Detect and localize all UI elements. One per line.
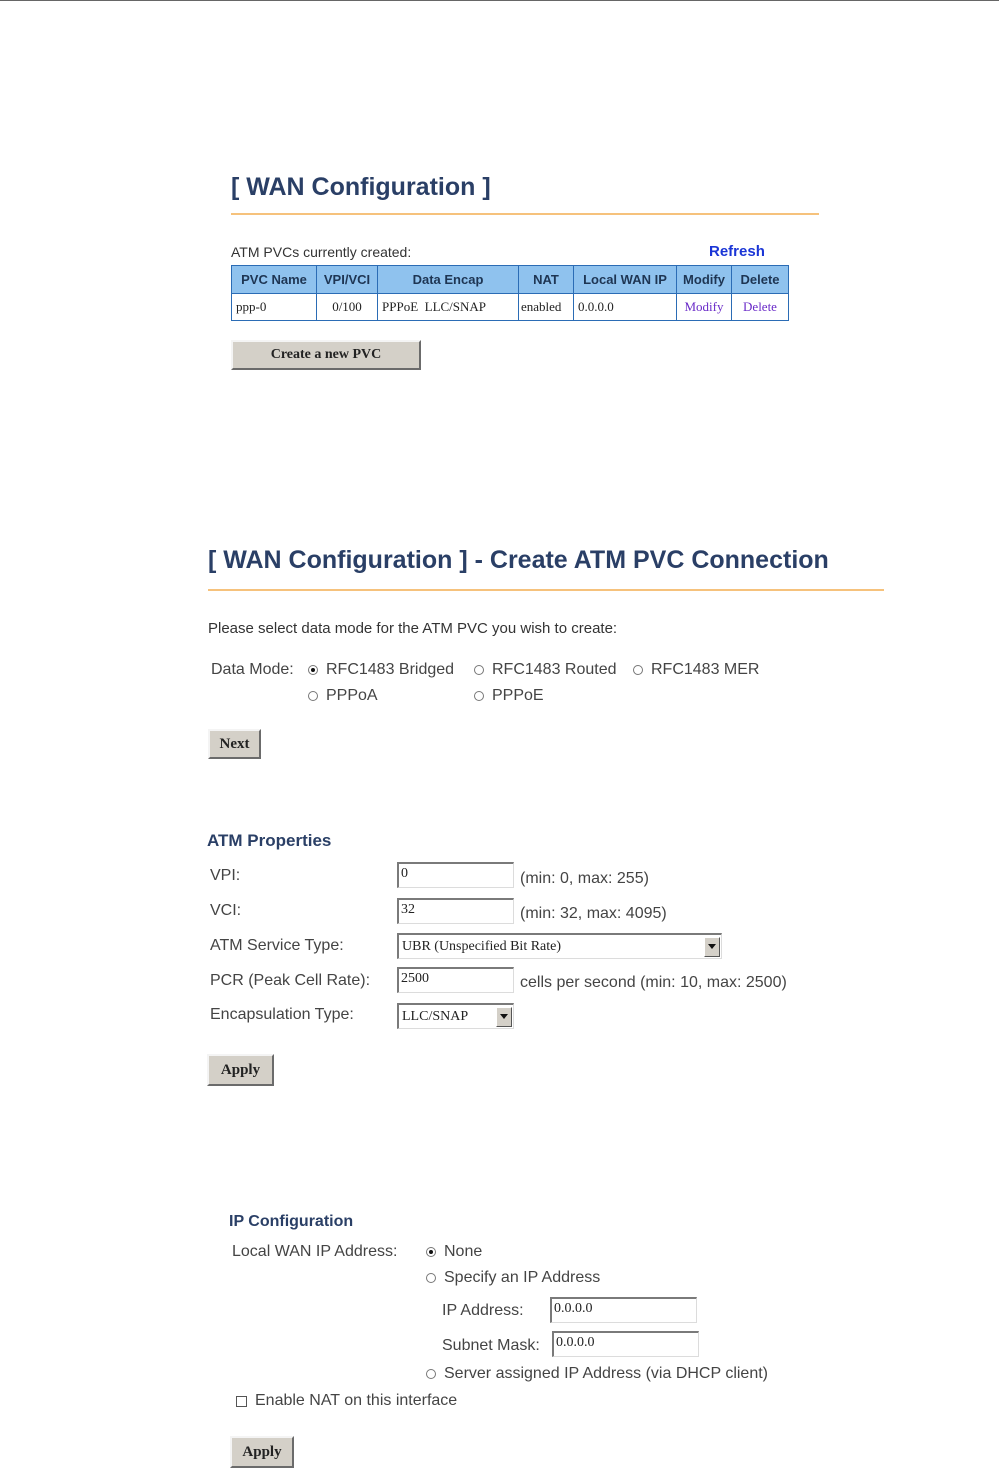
- col-data-encap: Data Encap: [378, 266, 519, 294]
- enable-nat-option[interactable]: [236, 1392, 457, 1410]
- wan-config-title: [ WAN Configuration ]: [231, 173, 491, 201]
- option-label: Specify an IP Address: [444, 1269, 601, 1286]
- service-type-select[interactable]: [397, 933, 722, 959]
- radio-icon[interactable]: [426, 1369, 436, 1379]
- pvc-table: [231, 265, 789, 321]
- radio-icon[interactable]: [308, 665, 318, 675]
- modify-link[interactable]: Modify: [677, 294, 732, 321]
- vpi-input[interactable]: 0: [397, 862, 514, 888]
- vpi-hint: (min: 0, max: 255): [520, 870, 649, 887]
- cell-nat: enabled: [519, 294, 574, 321]
- mode-pppoe[interactable]: [474, 687, 544, 705]
- checkbox-icon[interactable]: [236, 1396, 247, 1407]
- radio-icon[interactable]: [308, 691, 318, 701]
- col-vpi-vci: VPI/VCI: [317, 266, 378, 294]
- cell-data-encap: PPPoE LLC/SNAP: [378, 294, 519, 321]
- mode-rfc1483-mer[interactable]: [633, 661, 759, 679]
- pcr-label: PCR (Peak Cell Rate):: [210, 972, 371, 989]
- table-row: [232, 294, 789, 321]
- enable-nat-label: Enable NAT on this interface: [255, 1392, 458, 1409]
- col-local-wan-ip: Local WAN IP: [574, 266, 677, 294]
- encap-type-label: Encapsulation Type:: [210, 1006, 354, 1023]
- mode-label: RFC1483 Bridged: [326, 661, 455, 678]
- ip-option-dhcp[interactable]: [426, 1365, 768, 1383]
- cell-local-wan-ip: 0.0.0.0: [574, 294, 677, 321]
- mode-rfc1483-routed[interactable]: [474, 661, 617, 679]
- pvc-table-header: [232, 266, 789, 294]
- data-mode-label: Data Mode:: [211, 661, 294, 678]
- vci-label: VCI:: [210, 902, 242, 919]
- vci-input[interactable]: 32: [397, 898, 514, 924]
- top-divider: [0, 0, 999, 1]
- chevron-down-icon[interactable]: [496, 1007, 512, 1027]
- ip-apply-button[interactable]: Apply: [230, 1436, 294, 1468]
- mode-rfc1483-bridged[interactable]: [308, 661, 454, 679]
- pcr-input[interactable]: 2500: [397, 967, 514, 993]
- local-wan-ip-label: Local WAN IP Address:: [232, 1243, 398, 1260]
- create-title-underline: [208, 589, 884, 591]
- encap-type-value: LLC/SNAP: [402, 1008, 469, 1024]
- atm-apply-button[interactable]: Apply: [207, 1054, 274, 1086]
- encap-type-select[interactable]: [397, 1003, 514, 1029]
- subnet-mask-label: Subnet Mask:: [442, 1337, 540, 1354]
- radio-icon[interactable]: [426, 1273, 436, 1283]
- data-mode-instruction: Please select data mode for the ATM PVC you wish to create:: [208, 620, 618, 637]
- ip-address-input[interactable]: 0.0.0.0: [550, 1297, 697, 1323]
- atm-properties-heading: ATM Properties: [207, 831, 332, 850]
- mode-label: RFC1483 Routed: [492, 661, 617, 678]
- pcr-hint: cells per second (min: 10, max: 2500): [520, 974, 787, 991]
- mode-label: PPPoA: [326, 687, 378, 704]
- pvc-list-caption: ATM PVCs currently created:: [231, 244, 412, 260]
- cell-vpi-vci: 0/100: [317, 294, 378, 321]
- next-button[interactable]: Next: [208, 729, 261, 759]
- subnet-mask-input[interactable]: 0.0.0.0: [552, 1331, 699, 1357]
- vpi-label: VPI:: [210, 867, 241, 884]
- ip-option-none[interactable]: [426, 1243, 482, 1261]
- chevron-down-icon[interactable]: [704, 937, 720, 957]
- ip-option-specify[interactable]: [426, 1269, 600, 1287]
- col-nat: NAT: [519, 266, 574, 294]
- create-pvc-button[interactable]: Create a new PVC: [231, 340, 421, 370]
- col-pvc-name: PVC Name: [232, 266, 317, 294]
- delete-link[interactable]: Delete: [732, 294, 789, 321]
- title-underline: [231, 213, 819, 215]
- ip-address-label: IP Address:: [442, 1302, 524, 1319]
- service-type-label: ATM Service Type:: [210, 937, 344, 954]
- service-type-value: UBR (Unspecified Bit Rate): [402, 938, 562, 954]
- radio-icon[interactable]: [633, 665, 643, 675]
- mode-label: PPPoE: [492, 687, 544, 704]
- radio-icon[interactable]: [474, 691, 484, 701]
- option-label: Server assigned IP Address (via DHCP client): [444, 1365, 768, 1382]
- radio-icon[interactable]: [426, 1247, 436, 1257]
- col-delete: Delete: [732, 266, 789, 294]
- cell-pvc-name: ppp-0: [232, 294, 317, 321]
- col-modify: Modify: [677, 266, 732, 294]
- refresh-link[interactable]: Refresh: [709, 243, 765, 260]
- radio-icon[interactable]: [474, 665, 484, 675]
- ip-config-heading: IP Configuration: [229, 1213, 354, 1230]
- create-pvc-title: [ WAN Configuration ] - Create ATM PVC Connection: [208, 546, 829, 574]
- mode-pppoa[interactable]: [308, 687, 378, 705]
- mode-label: RFC1483 MER: [651, 661, 760, 678]
- option-label: None: [444, 1243, 483, 1260]
- vci-hint: (min: 32, max: 4095): [520, 905, 667, 922]
